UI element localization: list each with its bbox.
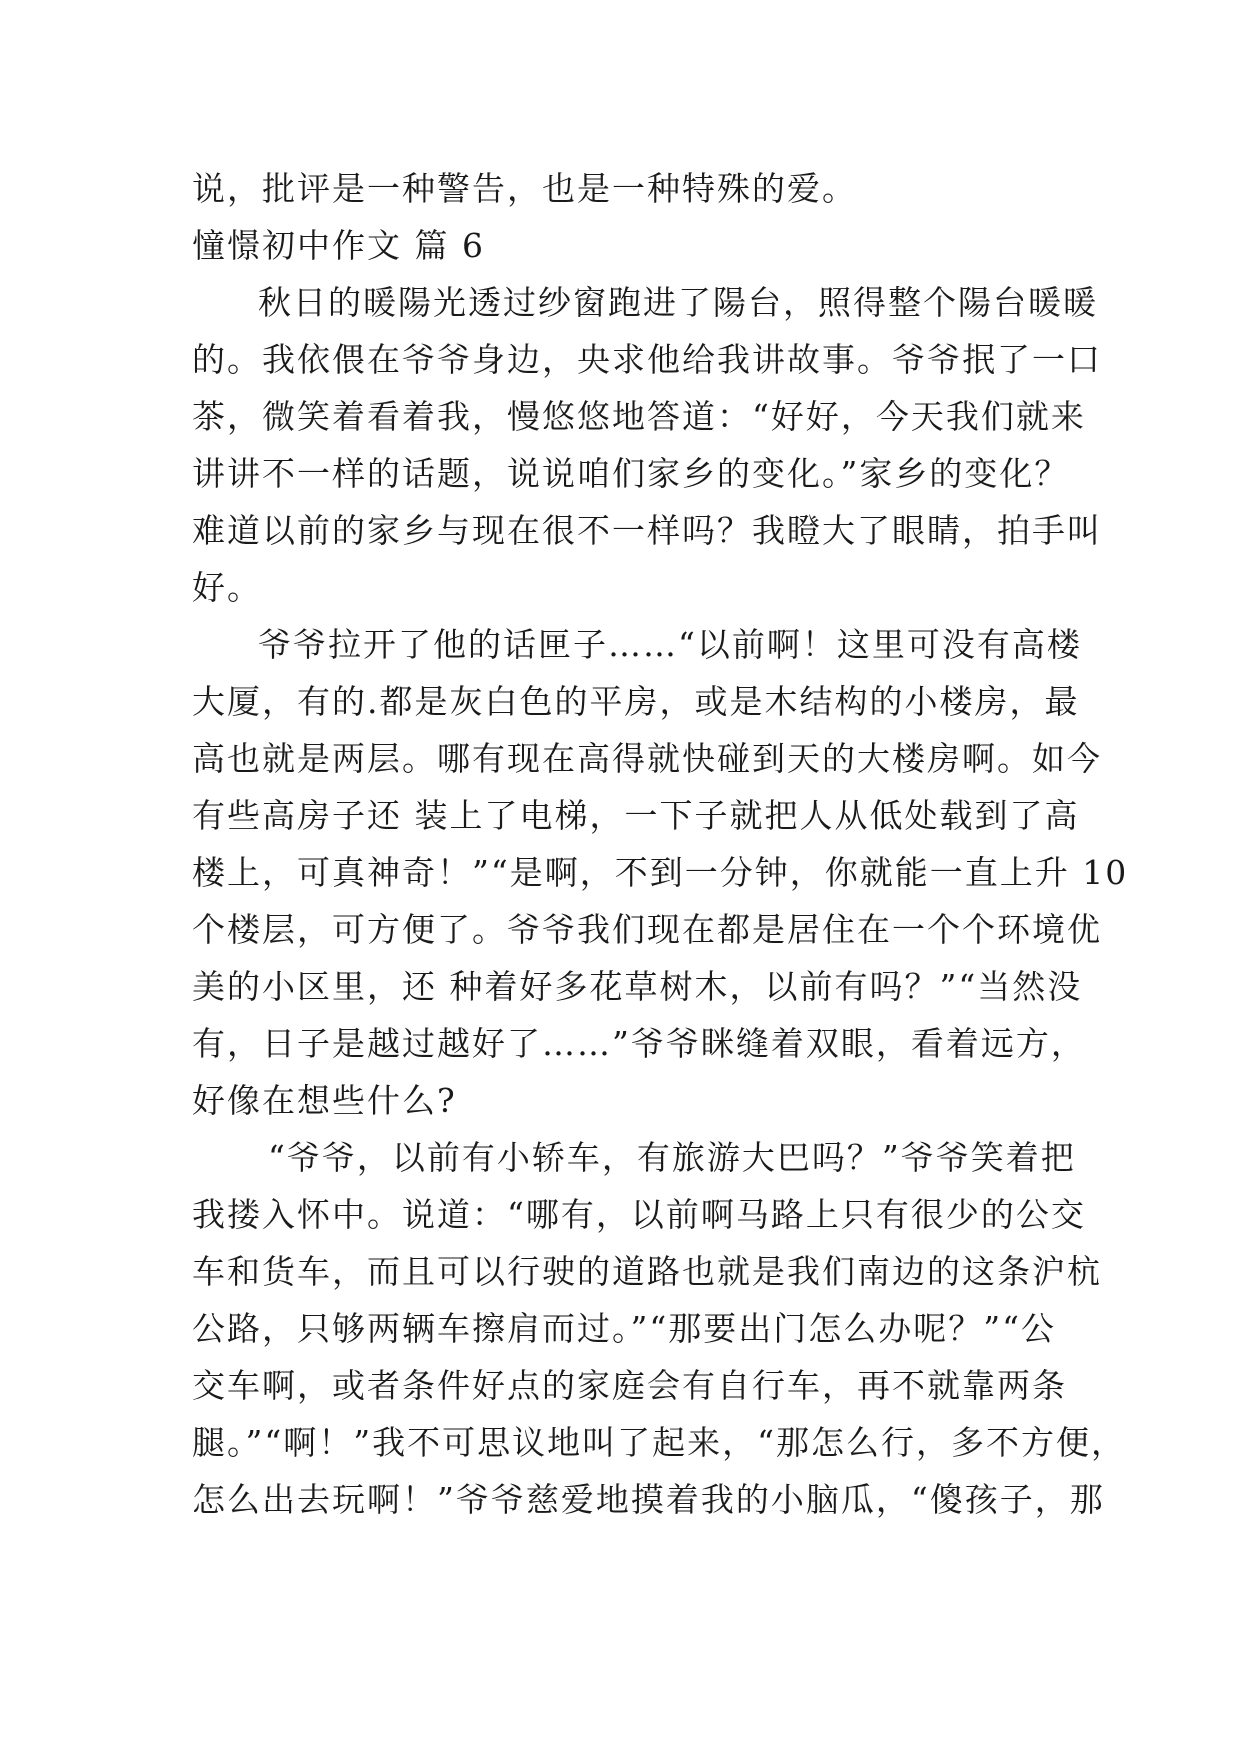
paragraph-line: 公路，只够两辆车擦肩而过。”“那要出门怎么办呢？”“公 xyxy=(192,1309,1056,1348)
paragraph-line: 讲讲不一样的话题，说说咱们家乡的变化。”家乡的变化？ xyxy=(192,454,1070,493)
paragraph-line: 秋日的暖陽光透过纱窗跑进了陽台，照得整个陽台暖暖 xyxy=(258,283,1098,322)
paragraph-line: 好像在想些什么? xyxy=(192,1081,457,1120)
paragraph-line: 难道以前的家乡与现在很不一样吗？我瞪大了眼睛，拍手叫 xyxy=(192,511,1102,550)
paragraph-line: 车和货车，而且可以行驶的道路也就是我们南边的这条沪杭 xyxy=(192,1252,1102,1291)
paragraph-line: 好。 xyxy=(192,568,262,607)
paragraph-line: 有些高房子还 装上了电梯，一下子就把人从低处载到了高 xyxy=(192,796,1080,835)
paragraph-line: 说，批评是一种警告，也是一种特殊的爱。 xyxy=(192,169,857,208)
paragraph-line: 楼上，可真神奇！”“是啊，不到一分钟，你就能一直上升 10 xyxy=(192,853,1129,892)
paragraph-line: 有，日子是越过越好了……”爷爷眯缝着双眼，看着远方， xyxy=(192,1024,1086,1063)
paragraph-line: 爷爷拉开了他的话匣子……“以前啊！这里可没有高楼 xyxy=(258,625,1082,664)
paragraph-line: 茶，微笑着看着我，慢悠悠地答道：“好好，今天我们就来 xyxy=(192,397,1086,436)
paragraph-line: “爷爷，以前有小轿车，有旅游大巴吗？”爷爷笑着把 xyxy=(268,1138,1076,1177)
section-heading: 憧憬初中作文 篇 6 xyxy=(192,226,485,265)
paragraph-line: 个楼层，可方便了。爷爷我们现在都是居住在一个个环境优 xyxy=(192,910,1102,949)
paragraph-line: 怎么出去玩啊！”爷爷慈爱地摸着我的小脑瓜，“傻孩子，那 xyxy=(192,1480,1105,1519)
paragraph-line: 交车啊，或者条件好点的家庭会有自行车，再不就靠两条 xyxy=(192,1366,1067,1405)
paragraph-line: 大厦，有的.都是灰白色的平房，或是木结构的小楼房，最 xyxy=(192,682,1080,721)
document-body xyxy=(192,160,1129,1528)
paragraph-line: 的。我依偎在爷爷身边，央求他给我讲故事。爷爷抿了一口 xyxy=(192,340,1102,379)
paragraph-line: 高也就是两层。哪有现在高得就快碰到天的大楼房啊。如今 xyxy=(192,739,1102,778)
paragraph-line: 美的小区里，还 种着好多花草树木，以前有吗？”“当然没 xyxy=(192,967,1083,1006)
paragraph-line: 我搂入怀中。说道：“哪有，以前啊马路上只有很少的公交 xyxy=(192,1195,1086,1234)
paragraph-line: 腿。”“啊！”我不可思议地叫了起来，“那怎么行，多不方便， xyxy=(192,1423,1126,1462)
